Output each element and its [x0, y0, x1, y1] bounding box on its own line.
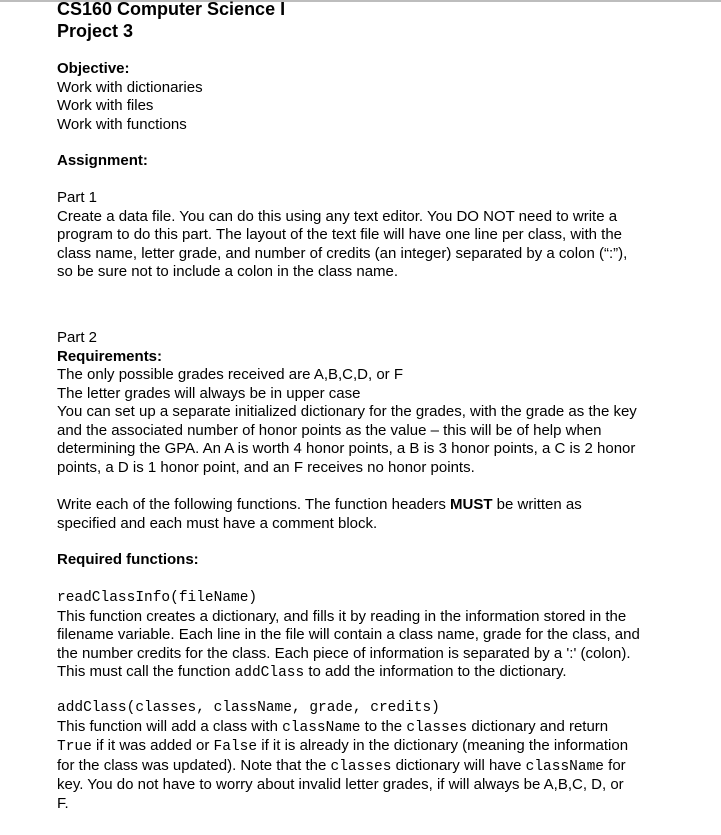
functions-intro-line: specified and each must have a comment block. [57, 514, 378, 532]
part2-line: points, a D is 1 honor point, and an F receives no honor points. [57, 458, 475, 476]
desc-text: if it was added or [91, 737, 214, 754]
code-inline: className [282, 719, 361, 736]
code-inline: classes [406, 719, 468, 736]
desc-text: dictionary and return [467, 717, 609, 735]
read-class-info-line: This function creates a dictionary, and fills it by reading in the information stored in the [57, 607, 627, 625]
add-class-line: key. You do not have to worry about invalid letter grades, if will always be A,B,C, D, or [57, 776, 624, 793]
required-functions-heading: Required functions: [57, 551, 199, 568]
part1-section [57, 189, 697, 282]
part2-line: determining the GPA. An A is worth 4 honor points, a B is 3 honor points, a C is 2 honor [57, 440, 636, 457]
read-class-info-signature: readClassInfo(fileName) [57, 590, 258, 606]
read-class-info-line: filename variable. Each line in the file will contain a class name, grade for the class, and [57, 626, 640, 643]
code-inline: False [213, 739, 258, 755]
objective-item: Work with functions [57, 115, 187, 133]
add-class-line: F. [57, 794, 69, 812]
add-class-signature: addClass(classes, className, grade, credits) [57, 700, 440, 716]
read-class-info-line: the number credits for the class. Each piece of information is separated by a ':' (colon). [57, 644, 631, 662]
add-class-section [57, 699, 697, 813]
desc-text: for [603, 756, 626, 774]
code-inline: className [525, 758, 604, 775]
requirements-heading: Requirements: [57, 347, 163, 365]
part1-line: Create a data file. You can do this using any text editor. You DO NOT need to write a [57, 207, 618, 225]
functions-intro-line [57, 496, 697, 515]
code-inline: addClass [234, 665, 305, 681]
part2-section [57, 329, 697, 477]
part1-line: so be sure not to include a colon in the class name. [57, 263, 399, 280]
objective-heading: Objective: [57, 60, 130, 77]
intro-text: be written as [492, 496, 582, 513]
objective-section [57, 60, 697, 134]
course-title: CS160 Computer Science I [57, 0, 286, 19]
objective-item: Work with files [57, 97, 154, 114]
code-inline: True [57, 739, 92, 755]
assignment-section [57, 152, 697, 171]
must-emphasis: MUST [450, 496, 493, 513]
functions-intro [57, 496, 697, 533]
objective-item: Work with dictionaries [57, 78, 203, 96]
part1-label: Part 1 [57, 189, 98, 206]
assignment-heading: Assignment: [57, 152, 148, 169]
desc-text: to add the information to the dictionary. [304, 663, 567, 680]
part2-label: Part 2 [57, 329, 98, 346]
code-inline: classes [330, 758, 392, 775]
part2-line: and the associated number of honor points as the value – this will be of help when [57, 421, 602, 439]
add-class-line [57, 757, 697, 777]
desc-text: if it is already in the dictionary (meaning the information [257, 737, 629, 754]
read-class-info-line [57, 663, 697, 683]
read-class-info-section [57, 589, 697, 683]
desc-text: for the class was updated). Note that the [57, 756, 331, 774]
part2-line: The only possible grades received are A,B,C,D, or F [57, 366, 403, 383]
intro-text: Write each of the following functions. The function headers [57, 496, 451, 513]
add-class-line [57, 718, 697, 738]
desc-text: This must call the function [57, 663, 235, 680]
part1-line: class name, letter grade, and number of credits (an integer) separated by a colon (“:”), [57, 244, 628, 262]
desc-text: dictionary will have [391, 756, 526, 774]
desc-text: to the [360, 717, 407, 735]
add-class-line [57, 737, 697, 757]
part2-line: The letter grades will always be in upper case [57, 384, 361, 402]
part1-line: program to do this part. The layout of the text file will have one line per class, with the [57, 226, 623, 243]
project-title: Project 3 [57, 21, 134, 41]
part2-line: You can set up a separate initialized dictionary for the grades, with the grade as the key [57, 403, 637, 420]
desc-text: This function will add a class with [57, 717, 283, 735]
required-functions-section [57, 551, 697, 570]
